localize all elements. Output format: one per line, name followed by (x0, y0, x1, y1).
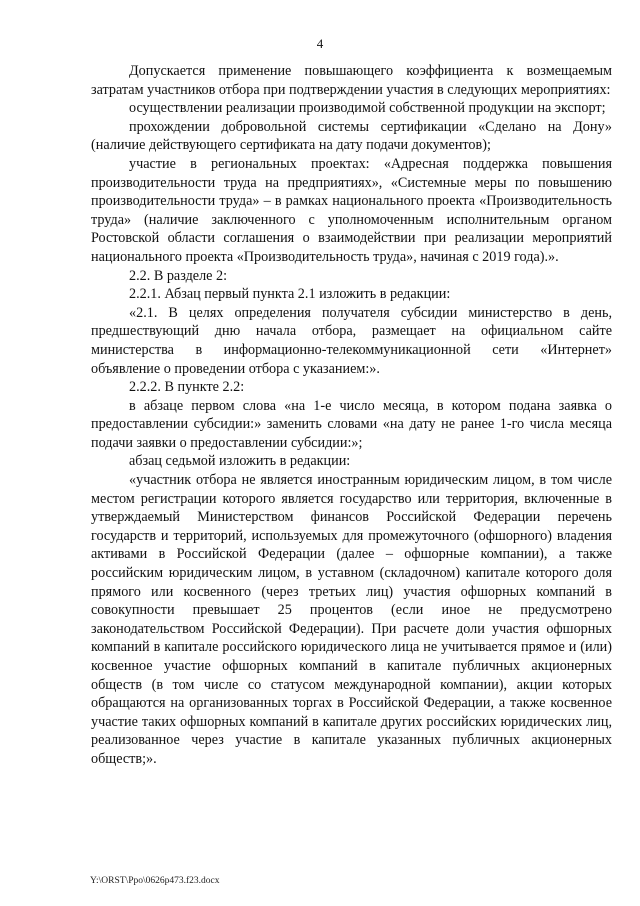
file-path-footer: Y:\ORST\Ppo\0626p473.f23.docx (90, 876, 220, 886)
paragraph-seventh-abzac: абзац седьмой изложить в редакции: (129, 453, 351, 470)
page-number: 4 (316, 36, 324, 51)
paragraph-2-1-quote: «2.1. В целях определения получателя субсидии министерство в день, предшествующий дню начала отбора, размещает на официальном сайте министерства в информационно-телекоммуникационной сети «Интернет» объявление о проведении отбора с указанием:». (91, 304, 612, 377)
paragraph-2-2-1: 2.2.1. Абзац первый пункта 2.1 изложить в редакции: (129, 286, 451, 303)
paragraph-export: осуществлении реализации производимой собственной продукции на экспорт; (129, 100, 606, 117)
paragraph-regional-projects: участие в региональных проектах: «Адресная поддержка повышения производительности труда на предприятиях», «Системные меры по повышению производительности труда» – в рамках национального проекта «Производительность труда» (наличие заключенного с уполномоченным исполнительным органом Ростовской области соглашения о взаимодействии при реализации мероприятий национального проекта «Производительность труда», начиная с 2019 года).». (91, 155, 612, 265)
paragraph-section-2-2: 2.2. В разделе 2: (129, 267, 228, 284)
paragraph-certification: прохождении добровольной системы сертификации «Сделано на Дону» (наличие действующего сертификата на дату подачи документов); (91, 118, 612, 154)
paragraph-first-abzac: в абзаце первом слова «на 1-е число месяца, в котором подана заявка о предоставлении субсидии:» заменить словами «на дату не ранее 1-го числа месяца подачи заявки о предоставлении субсидии:»; (91, 397, 612, 451)
document-body (91, 62, 612, 769)
paragraph-offshore: «участник отбора не является иностранным юридическим лицом, в том числе местом регистрации которого является государство или территория, включенные в утверждаемый Министерством финансов Российской Федерации перечень государств и территорий, используемых для промежуточного (офшорного) владения активами в Российской Федерации (далее – офшорные компании), а также российским юридическим лицом, в уставном (складочном) капитале которого доля прямого или косвенного (через третьих лиц) участия офшорных компаний в совокупности превышает 25 процентов (если иное не предусмотрено законодательством Российской Федерации). При расчете доли участия офшорных компаний в капитале российского юридического лица не учитывается прямое и (или) косвенное участие офшорных компаний в капитале публичных акционерных обществ (в том числе со статусом международной компании), акции которых обращаются на организованных торгах в Российской Федерации, а также косвенное участие таких офшорных компаний в капитале других российских юридических лиц, реализованное через участие в капитале указанных публичных акционерных обществ;». (91, 472, 612, 767)
paragraph-2-2-2: 2.2.2. В пункте 2.2: (129, 379, 245, 396)
paragraph-coefficient-intro: Допускается применение повышающего коэффициента к возмещаемым затратам участников отбора при подтверждении участия в следующих мероприятиях: (91, 63, 612, 98)
